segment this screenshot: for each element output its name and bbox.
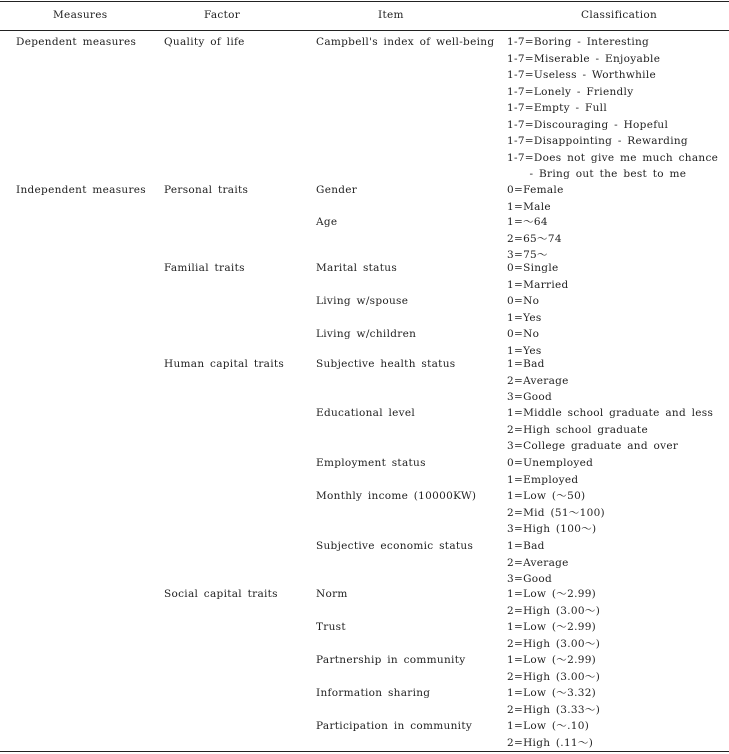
classification-line: 2=Average bbox=[507, 374, 569, 387]
classification-line: - Bring out the best to me bbox=[507, 168, 687, 180]
classification-line: 2=High school graduate bbox=[507, 423, 648, 436]
item-cell: Trust bbox=[316, 621, 346, 633]
item-cell: Norm bbox=[316, 588, 348, 600]
classification-line: 0=No bbox=[507, 295, 540, 307]
classification-line: 1-7=Boring - Interesting bbox=[507, 36, 650, 48]
item-cell: Educational level bbox=[316, 407, 416, 419]
item-cell: Subjective economic status bbox=[316, 540, 474, 552]
classification-line: 1=Low (～3.32) bbox=[507, 687, 597, 699]
classification-line: 0=No bbox=[507, 328, 540, 340]
item-cell: Campbell's index of well-being bbox=[316, 36, 495, 48]
classification-line: 2=65～74 bbox=[507, 232, 562, 245]
classification-line: 1=Low (～2.99) bbox=[507, 654, 597, 666]
classification-line: 2=High (3.00～) bbox=[507, 670, 601, 683]
classification-line: 3=College graduate and over bbox=[507, 440, 679, 452]
classification-line: 1=Male bbox=[507, 200, 551, 213]
factor-cell: Social capital traits bbox=[164, 588, 278, 600]
classification-line: 3=75～ bbox=[507, 249, 548, 261]
classification-line: 3=High (100～) bbox=[507, 523, 597, 535]
item-cell: Marital status bbox=[316, 262, 398, 274]
classification-line: 0=Single bbox=[507, 262, 559, 274]
classification-line: 2=High (3.00～) bbox=[507, 637, 601, 650]
classification-line: 1-7=Discouraging - Hopeful bbox=[507, 118, 669, 131]
header-item: Item bbox=[378, 9, 404, 21]
classification-line: 1-7=Miserable - Enjoyable bbox=[507, 52, 661, 65]
table-top-rule bbox=[0, 1, 729, 2]
classification-line: 1=Bad bbox=[507, 540, 545, 552]
classification-line: 1=Bad bbox=[507, 358, 545, 370]
classification-line: 1=Low (～.10) bbox=[507, 720, 590, 732]
classification-line: 3=Good bbox=[507, 573, 553, 585]
factor-cell: Quality of life bbox=[164, 36, 245, 48]
factor-cell: Personal traits bbox=[164, 184, 249, 196]
item-cell: Living w/children bbox=[316, 328, 417, 340]
header-factor: Factor bbox=[204, 9, 241, 21]
classification-line: 2=High (3.33～) bbox=[507, 703, 601, 716]
classification-line: 1=Yes bbox=[507, 311, 542, 324]
factor-cell: Familial traits bbox=[164, 262, 245, 274]
classification-line: 1-7=Empty - Full bbox=[507, 102, 607, 114]
classification-line: 0=Female bbox=[507, 184, 564, 196]
item-cell: Employment status bbox=[316, 457, 426, 469]
item-cell: Age bbox=[316, 216, 338, 228]
classification-line: 2=Mid (51～100) bbox=[507, 506, 605, 519]
classification-line: 1=Low (～50) bbox=[507, 490, 586, 502]
classification-line: 1-7=Does not give me much chance bbox=[507, 151, 719, 164]
header-measures: Measures bbox=[53, 9, 108, 21]
item-cell: Participation in community bbox=[316, 720, 473, 732]
header-classification: Classification bbox=[581, 9, 658, 21]
item-cell: Information sharing bbox=[316, 687, 431, 699]
item-cell: Gender bbox=[316, 184, 358, 196]
classification-line: 1=Yes bbox=[507, 344, 542, 357]
classification-line: 1=Married bbox=[507, 278, 569, 291]
classification-line: 1=Low (～2.99) bbox=[507, 621, 597, 633]
classification-line: 2=Average bbox=[507, 556, 569, 569]
classification-line: 1-7=Disappointing - Rewarding bbox=[507, 135, 688, 147]
table-bottom-rule bbox=[0, 751, 729, 752]
classification-line: 1-7=Useless - Worthwhile bbox=[507, 69, 657, 81]
classification-line: 1=Middle school graduate and less bbox=[507, 407, 714, 419]
factor-cell: Human capital traits bbox=[164, 358, 285, 370]
classification-line: 1=Employed bbox=[507, 473, 579, 486]
classification-line: 3=Good bbox=[507, 391, 553, 403]
classification-line: 2=High (3.00～) bbox=[507, 604, 601, 617]
classification-line: 1=～64 bbox=[507, 216, 548, 228]
item-cell: Subjective health status bbox=[316, 358, 456, 370]
classification-line: 1=Low (～2.99) bbox=[507, 588, 597, 600]
classification-line: 2=High (.11～) bbox=[507, 736, 594, 749]
classification-line: 0=Unemployed bbox=[507, 457, 594, 469]
measures-cell: Dependent measures bbox=[16, 36, 137, 48]
classification-line: 1-7=Lonely - Friendly bbox=[507, 85, 634, 98]
item-cell: Living w/spouse bbox=[316, 295, 409, 307]
table-header-rule bbox=[0, 30, 729, 31]
item-cell: Monthly income (10000KW) bbox=[316, 490, 477, 502]
measures-cell: Independent measures bbox=[16, 184, 147, 196]
item-cell: Partnership in community bbox=[316, 654, 466, 666]
